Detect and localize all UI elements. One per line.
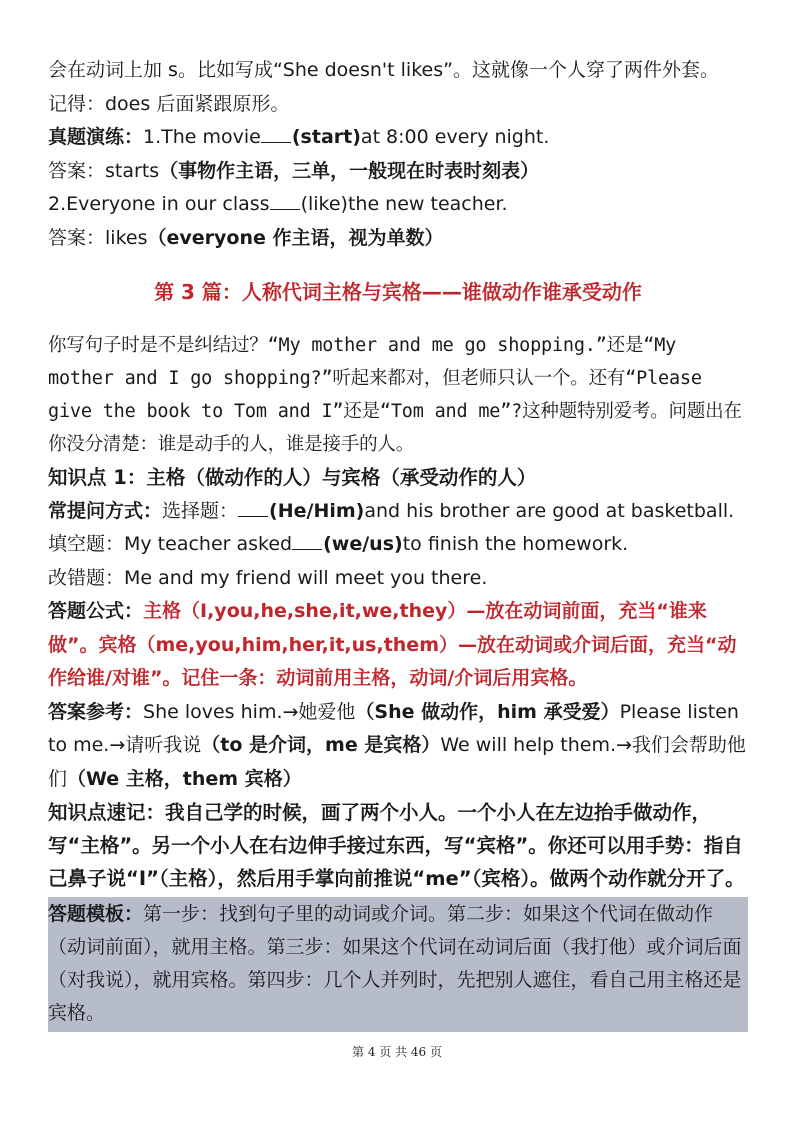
template-text: 第一步：找到句子里的动词或介词。第二步：如果这个代词在做动作（动词前面），就用主格。第三步：如果这个代词在动词后面（我打他）或介词后面（对我说），就用宾格。第四步：几个人并列时，先把别人遮住，看自己用主格还是宾格。 <box>48 903 742 1024</box>
answer-formula <box>48 595 748 696</box>
fill-text: 填空题：My teacher asked <box>48 533 293 555</box>
memo-paragraph: 知识点速记：我自己学的时候，画了两个小人。一个小人在左边抬手做动作，写“主格”。另一个小人在右边伸手接过东西，写“宾格”。你还可以用手势：指自己鼻子说“I”（主格），然后用手掌向前推说“me”（宾格）。做两个动作就分开了。 <box>48 801 745 890</box>
answer-1 <box>48 155 748 189</box>
answer-2 <box>48 222 748 256</box>
answer-blank <box>261 125 291 143</box>
answer-label: 答案： <box>48 226 106 249</box>
reference-example: Please listen to me.→请听我说 <box>48 700 739 756</box>
formula-text: 主格（I,you,he,she,it,we,they）—放在动词前面，充当“谁来做”。宾格（me,you,him,her,it,us,them）—放在动词或介词后面，充当“动作给谁/对谁”。记住一条：动词前用主格，动词/介词后用宾格。 <box>48 600 737 689</box>
section-title: 第 3 篇：人称代词主格与宾格——谁做动作谁承受动作 <box>154 280 642 304</box>
answer-reference <box>48 696 748 797</box>
answer-note: （事物作主语，三单，一般现在时表时刻表） <box>159 159 540 182</box>
template-label: 答题模板： <box>48 903 144 925</box>
reference-label: 答案参考： <box>48 700 144 723</box>
error-correction-line: 改错题：Me and my friend will meet you there. <box>48 566 488 589</box>
question-text: 2.Everyone in our class <box>48 193 270 215</box>
answer-template-box <box>48 897 748 1032</box>
question-text: (like)the new teacher. <box>300 193 508 215</box>
question-text: at 8:00 every night. <box>360 126 550 148</box>
knowledge-point-heading: 知识点 1：主格（做动作的人）与宾格（承受动作的人） <box>48 466 537 489</box>
formula-label: 答题公式： <box>48 600 144 622</box>
answer-note: （everyone 作主语，视为单数） <box>147 226 444 249</box>
ask-text: and his brother are good at basketball. <box>364 499 735 522</box>
intro-paragraph: 你写句子时是不是纠结过？“My mother and me go shopping.”还是“My mother and I go shopping?”听起来都对，但老师只认一个。还有“Please give the book to Tom and I”还是“Tom and me”?这种题特别爱考。问题出在你没分清楚：谁是动手的人，谁是接手的人。 <box>48 335 742 455</box>
text-line: 记得：does 后面紧跟原形。 <box>48 92 290 115</box>
question-hint: (start) <box>291 126 361 148</box>
ask-label: 常提问方式： <box>48 499 163 522</box>
answer-label: 答案： <box>48 159 106 182</box>
text-line: 会在动词上加 s。比如写成“She doesn't likes”。这就像一个人穿了两件外套。 <box>48 59 719 81</box>
reference-example: She loves him.→她爱他 <box>143 700 356 723</box>
page-footer: 第 4 页 共 46 页 <box>352 1045 442 1059</box>
reference-note: （We 主格，them 宾格） <box>67 767 302 790</box>
answer-blank <box>292 532 322 550</box>
answer-blank <box>270 192 300 210</box>
answer-word: starts <box>105 159 160 182</box>
reference-note: （She 做动作，him 承受爱） <box>355 700 620 723</box>
practice-question-1 <box>48 121 748 155</box>
template-paragraph <box>48 898 748 1030</box>
fill-text: to finish the homework. <box>402 533 629 555</box>
ask-types-line <box>48 495 748 529</box>
fill-hint: (we/us) <box>323 533 403 555</box>
practice-label: 真题演练： <box>48 126 144 148</box>
fill-blank-line <box>48 528 748 562</box>
answer-blank <box>238 499 268 517</box>
ask-hint: (He/Him) <box>269 499 365 522</box>
reference-example: We will help them.→我们会帮助他们 <box>48 734 746 790</box>
answer-word: likes <box>105 226 148 249</box>
practice-question-2 <box>48 188 748 222</box>
ask-text: 选择题： <box>162 499 239 522</box>
question-text: 1.The movie <box>143 126 261 148</box>
reference-note: （to 是介词，me 是宾格） <box>201 734 441 756</box>
document-page <box>48 54 748 1032</box>
